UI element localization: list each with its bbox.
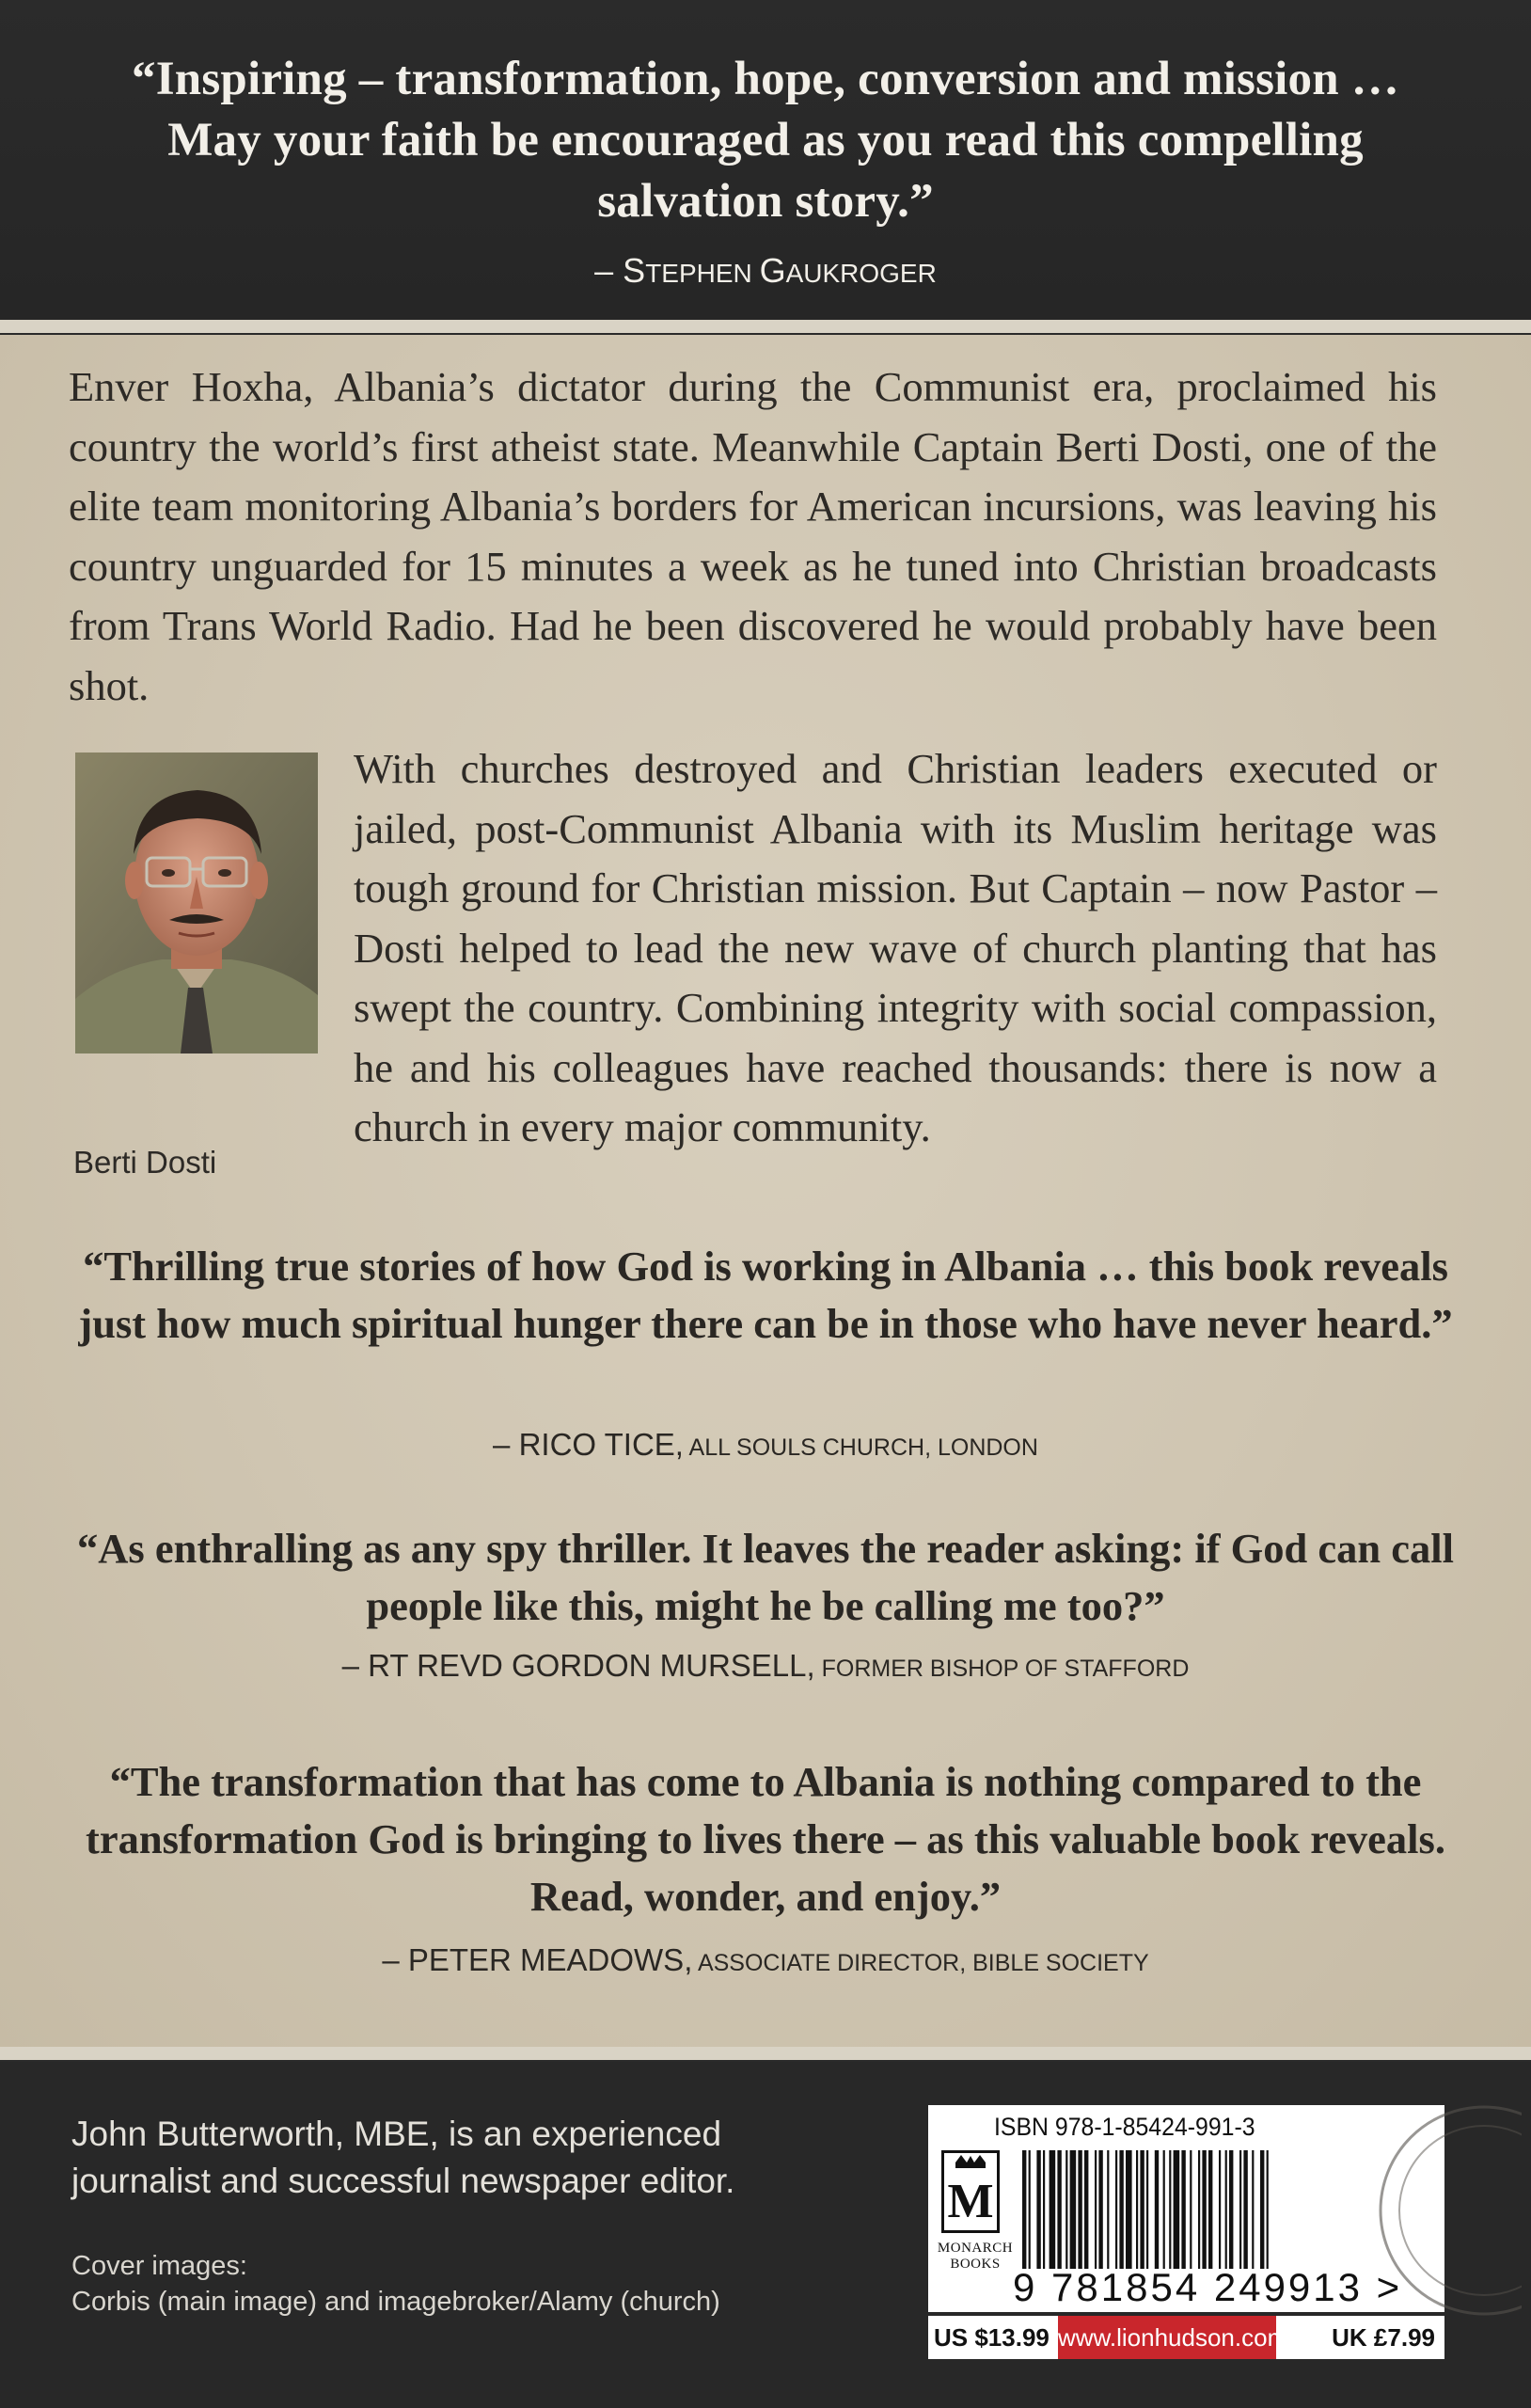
barcode-bar [1057,2150,1061,2269]
barcode-bar [1169,2150,1171,2269]
isbn-text: ISBN 978-1-85424-991-3 [994,2113,1255,2141]
endorsement-quote-1: “Thrilling true stories of how God is working in Albania … this book reveals just how much spiritual hunger there can be in those who have never heard.” [78,1243,1453,1347]
endorser-role-3: ASSOCIATE DIRECTOR, BIBLE SOCIETY [692,1950,1149,1976]
publisher-line-2: BOOKS [950,2257,1001,2272]
photo-caption: Berti Dosti [73,1145,217,1180]
price-row [928,2316,1444,2359]
top-divider [0,320,1531,333]
barcode-bar [1050,2150,1056,2269]
endorsement-quote-3: “The transformation that has come to Albania is nothing compared to the transformation God is bringing to lives there – as this valuable book reveals. Read, wonder, and enjoy.” [86,1758,1445,1920]
barcode-bar [1098,2150,1102,2269]
endorser-name-3: – PETER MEADOWS, [382,1942,693,1977]
endorsement-attribution-2 [0,1647,1531,1687]
publisher-line-1: MONARCH [937,2241,1014,2256]
author-band [0,2062,1531,2408]
publisher-name [934,2241,1017,2273]
credits-line-2: Corbis (main image) and imagebroker/Alamy (church) [71,2287,720,2317]
attribution-smallcaps-2: AUKROGER [785,259,937,288]
endorsement-attribution-3 [0,1941,1531,1982]
publisher-logo [934,2150,1017,2310]
credits-line-1: Cover images: [71,2251,247,2281]
barcode-bar [1022,2150,1026,2269]
barcode-bar [1126,2150,1132,2269]
barcode-bar [1181,2150,1185,2269]
barcode-bar [1239,2150,1241,2269]
barcode-bar [1078,2150,1081,2269]
description-paragraph-2: With churches destroyed and Christian leaders executed or jailed, post-Communist Albania with its Muslim heritage was tough ground for Christian mission. But Captain – now Pastor – Dosti helped to lead the new wave of church planting that has swept the country. Combining integrity with social compassion, he and his colleagues have reached thousands: there is now a church in every major community. [354,745,1437,1150]
monarch-logo-letter: M [947,2175,994,2228]
barcode-bar [1208,2150,1212,2269]
barcode-bar [1252,2150,1254,2269]
author-subject-photo [75,752,318,1054]
barcode-bar [1095,2150,1097,2269]
publisher-url[interactable]: www.lionhudson.com [1058,2316,1276,2359]
barcode-bar [1243,2150,1247,2269]
barcode-bar [1163,2150,1165,2269]
endorser-name-1: – RICO TICE, [493,1427,684,1462]
endorsement-attribution-1 [0,1426,1531,1466]
endorser-role-1: ALL SOULS CHURCH, LONDON [683,1434,1038,1461]
barcode-bar [1140,2150,1144,2269]
barcode-bar [1107,2150,1109,2269]
barcode-bar [1115,2150,1117,2269]
monarch-logo-icon [941,2150,1000,2233]
author-bio [71,2111,918,2205]
barcode-bar [1029,2150,1031,2269]
barcode-bar [1219,2150,1221,2269]
barcode-bar [1229,2150,1233,2269]
endorsement-quote-2: “As enthralling as any spy thriller. It leaves the reader asking: if God can call people like this, might he be calling me too?” [76,1525,1454,1629]
barcode-digits: 9 781854 249913 > [1013,2265,1403,2309]
bottom-divider [0,2047,1531,2060]
barcode-bar [1146,2150,1148,2269]
barcode-bar [1065,2150,1067,2269]
endorser-name-2: – RT REVD GORDON MURSELL, [341,1648,815,1683]
barcode-bar [1036,2150,1040,2269]
barcode-bar [1260,2150,1264,2269]
barcode-block [928,2105,1444,2312]
barcode-bar [1084,2150,1088,2269]
barcode-bar [1155,2150,1159,2269]
price-uk: UK £7.99 [1332,2323,1435,2352]
attribution-smallcaps-1: TEPHEN [645,259,760,288]
top-endorsement-quote: “Inspiring – transformation, hope, conversion and mission … May your faith be encouraged as you read this compelling salvation story.” [132,53,1399,228]
price-us: US $13.99 [934,2323,1050,2352]
barcode-bar [1043,2150,1045,2269]
library-stamp-icon [1371,2069,1522,2389]
barcode-bar [1198,2150,1200,2269]
barcode-bar [1070,2150,1077,2269]
barcode-bar [1136,2150,1138,2269]
attribution-g: G [759,251,786,290]
top-quote-band [0,0,1531,320]
barcode-bar [1190,2150,1192,2269]
attribution-dash-s: – S [594,251,646,290]
barcode-bar [1174,2150,1180,2269]
description-panel [0,335,1531,2047]
cover-credits [71,2248,918,2320]
barcode-bar [1119,2150,1123,2269]
endorser-role-2: FORMER BISHOP OF STAFFORD [814,1656,1190,1682]
description-paragraph-1: Enver Hoxha, Albania’s dictator during the Communist era, proclaimed his country the world’s first atheist state. Meanwhile Captain Berti Dosti, one of the elite team monitoring Albania’s borders for American incursions, was leaving his country unguarded for 15 minutes a week as he tuned into Christian broadcasts from Trans World Radio. Had he been discovered he would probably have been shot. [69,363,1437,709]
barcode-bar [1202,2150,1206,2269]
barcode-bar [1267,2150,1269,2269]
author-bio-line-2: journalist and successful newspaper editor. [71,2162,735,2200]
author-bio-line-1: John Butterworth, MBE, is an experienced [71,2115,722,2153]
top-endorsement-attribution [0,250,1531,294]
barcode-bar [1225,2150,1227,2269]
portrait-illustration [75,752,318,1054]
